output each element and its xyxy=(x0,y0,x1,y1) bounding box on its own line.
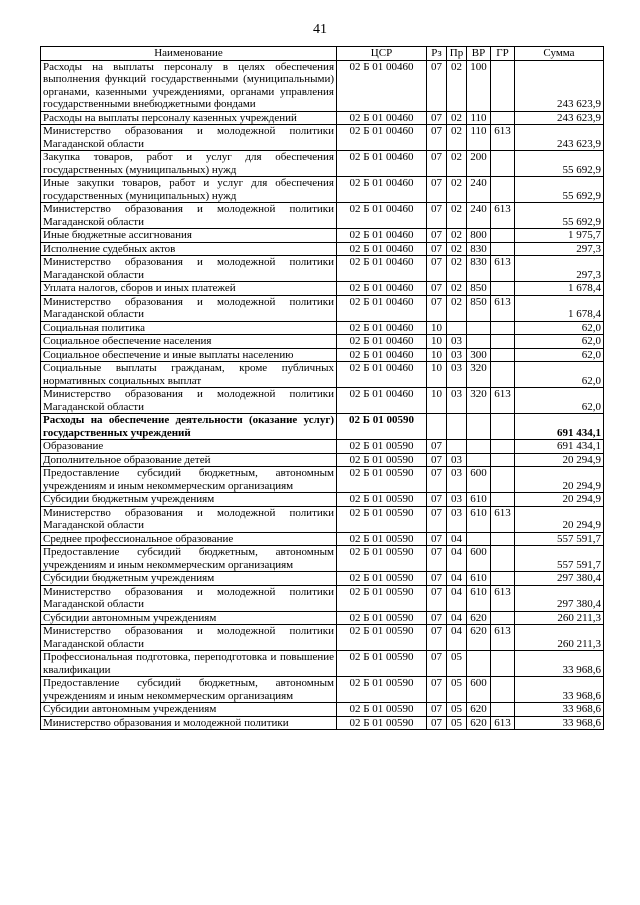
gr-cell xyxy=(491,362,515,388)
rz-cell: 07 xyxy=(427,651,447,677)
sum-cell: 243 623,9 xyxy=(515,60,604,111)
gr-cell: 613 xyxy=(491,125,515,151)
csr-cell: 02 Б 01 00590 xyxy=(337,453,427,467)
pr-cell: 02 xyxy=(447,203,467,229)
gr-cell xyxy=(491,611,515,625)
pr-cell: 03 xyxy=(447,335,467,349)
name-cell: Дополнительное образование детей xyxy=(41,453,337,467)
csr-cell: 02 Б 01 00590 xyxy=(337,532,427,546)
csr-cell: 02 Б 01 00590 xyxy=(337,625,427,651)
vr-cell: 600 xyxy=(467,546,491,572)
csr-cell: 02 Б 01 00460 xyxy=(337,242,427,256)
pr-cell: 05 xyxy=(447,651,467,677)
header-vr: ВР xyxy=(467,47,491,61)
sum-cell: 33 968,6 xyxy=(515,651,604,677)
rz-cell: 07 xyxy=(427,453,447,467)
gr-cell xyxy=(491,335,515,349)
gr-cell xyxy=(491,532,515,546)
pr-cell: 02 xyxy=(447,111,467,125)
vr-cell: 850 xyxy=(467,282,491,296)
csr-cell: 02 Б 01 00590 xyxy=(337,440,427,454)
name-cell: Социальное обеспечение и иные выплаты населению xyxy=(41,348,337,362)
vr-cell: 610 xyxy=(467,506,491,532)
name-cell: Иные бюджетные ассигнования xyxy=(41,229,337,243)
vr-cell xyxy=(467,321,491,335)
table-row xyxy=(41,348,604,362)
table-row xyxy=(41,295,604,321)
sum-cell: 55 692,9 xyxy=(515,177,604,203)
vr-cell xyxy=(467,651,491,677)
name-cell: Министерство образования и молодежной политики Магаданской области xyxy=(41,625,337,651)
budget-table xyxy=(40,46,604,730)
rz-cell: 10 xyxy=(427,335,447,349)
sum-cell: 62,0 xyxy=(515,348,604,362)
pr-cell: 05 xyxy=(447,677,467,703)
pr-cell: 05 xyxy=(447,716,467,730)
pr-cell: 03 xyxy=(447,348,467,362)
gr-cell xyxy=(491,453,515,467)
csr-cell: 02 Б 01 00460 xyxy=(337,177,427,203)
csr-cell: 02 Б 01 00460 xyxy=(337,335,427,349)
rz-cell: 10 xyxy=(427,362,447,388)
rz-cell: 10 xyxy=(427,348,447,362)
sum-cell: 297 380,4 xyxy=(515,572,604,586)
table-row xyxy=(41,60,604,111)
rz-cell: 07 xyxy=(427,203,447,229)
sum-cell: 243 623,9 xyxy=(515,111,604,125)
csr-cell: 02 Б 01 00590 xyxy=(337,585,427,611)
vr-cell: 610 xyxy=(467,585,491,611)
rz-cell: 07 xyxy=(427,177,447,203)
pr-cell: 03 xyxy=(447,388,467,414)
table-row xyxy=(41,677,604,703)
sum-cell: 691 434,1 xyxy=(515,440,604,454)
table-row xyxy=(41,388,604,414)
rz-cell: 07 xyxy=(427,493,447,507)
header-csr: ЦСР xyxy=(337,47,427,61)
csr-cell: 02 Б 01 00460 xyxy=(337,60,427,111)
name-cell: Министерство образования и молодежной политики Магаданской области xyxy=(41,256,337,282)
gr-cell xyxy=(491,321,515,335)
name-cell: Социальная политика xyxy=(41,321,337,335)
gr-cell xyxy=(491,546,515,572)
sum-cell: 55 692,9 xyxy=(515,151,604,177)
gr-cell: 613 xyxy=(491,716,515,730)
csr-cell: 02 Б 01 00590 xyxy=(337,677,427,703)
pr-cell xyxy=(447,440,467,454)
gr-cell: 613 xyxy=(491,388,515,414)
page-number: 41 xyxy=(313,22,327,37)
pr-cell: 04 xyxy=(447,546,467,572)
csr-cell: 02 Б 01 00460 xyxy=(337,348,427,362)
gr-cell xyxy=(491,703,515,717)
table-row xyxy=(41,111,604,125)
vr-cell xyxy=(467,453,491,467)
name-cell: Социальное обеспечение населения xyxy=(41,335,337,349)
table-row xyxy=(41,572,604,586)
vr-cell: 620 xyxy=(467,716,491,730)
csr-cell: 02 Б 01 00460 xyxy=(337,111,427,125)
pr-cell: 04 xyxy=(447,532,467,546)
gr-cell xyxy=(491,111,515,125)
sum-cell: 1 975,7 xyxy=(515,229,604,243)
table-row xyxy=(41,125,604,151)
rz-cell: 07 xyxy=(427,703,447,717)
table-row xyxy=(41,203,604,229)
name-cell: Иные закупки товаров, работ и услуг для обеспечения государственных (муниципальных) нужд xyxy=(41,177,337,203)
rz-cell: 07 xyxy=(427,111,447,125)
pr-cell: 04 xyxy=(447,625,467,651)
name-cell: Закупка товаров, работ и услуг для обеспечения государственных (муниципальных) нужд xyxy=(41,151,337,177)
vr-cell xyxy=(467,414,491,440)
name-cell: Субсидии бюджетным учреждениям xyxy=(41,572,337,586)
vr-cell: 320 xyxy=(467,362,491,388)
table-row xyxy=(41,282,604,296)
table-row xyxy=(41,440,604,454)
pr-cell: 03 xyxy=(447,506,467,532)
rz-cell: 07 xyxy=(427,611,447,625)
vr-cell: 100 xyxy=(467,60,491,111)
gr-cell: 613 xyxy=(491,506,515,532)
header-gr: ГР xyxy=(491,47,515,61)
gr-cell xyxy=(491,677,515,703)
sum-cell: 1 678,4 xyxy=(515,295,604,321)
rz-cell: 07 xyxy=(427,282,447,296)
vr-cell: 300 xyxy=(467,348,491,362)
vr-cell: 110 xyxy=(467,125,491,151)
gr-cell xyxy=(491,242,515,256)
vr-cell xyxy=(467,335,491,349)
pr-cell: 02 xyxy=(447,229,467,243)
csr-cell: 02 Б 01 00590 xyxy=(337,611,427,625)
sum-cell: 20 294,9 xyxy=(515,493,604,507)
sum-cell: 20 294,9 xyxy=(515,506,604,532)
rz-cell: 07 xyxy=(427,546,447,572)
rz-cell: 07 xyxy=(427,677,447,703)
sum-cell: 20 294,9 xyxy=(515,453,604,467)
vr-cell: 620 xyxy=(467,625,491,651)
name-cell: Министерство образования и молодежной политики Магаданской области xyxy=(41,125,337,151)
table-row xyxy=(41,362,604,388)
gr-cell xyxy=(491,467,515,493)
sum-cell: 260 211,3 xyxy=(515,611,604,625)
rz-cell: 07 xyxy=(427,625,447,651)
csr-cell: 02 Б 01 00590 xyxy=(337,651,427,677)
rz-cell: 07 xyxy=(427,242,447,256)
name-cell: Министерство образования и молодежной политики Магаданской области xyxy=(41,388,337,414)
table-row xyxy=(41,177,604,203)
sum-cell: 62,0 xyxy=(515,362,604,388)
name-cell: Предоставление субсидий бюджетным, автономным учреждениям и иным некоммерческим организациям xyxy=(41,467,337,493)
vr-cell xyxy=(467,440,491,454)
csr-cell: 02 Б 01 00590 xyxy=(337,467,427,493)
name-cell: Расходы на выплаты персоналу в целях обеспечения выполнения функций государственными (муниципальными) органами, казенными учреждениями, органами управления государственными внебюджетными фондами xyxy=(41,60,337,111)
gr-cell: 613 xyxy=(491,295,515,321)
name-cell: Расходы на обеспечение деятельности (оказание услуг) государственных учреждений xyxy=(41,414,337,440)
csr-cell: 02 Б 01 00590 xyxy=(337,572,427,586)
gr-cell xyxy=(491,60,515,111)
csr-cell: 02 Б 01 00460 xyxy=(337,388,427,414)
pr-cell: 02 xyxy=(447,151,467,177)
header-rz: Рз xyxy=(427,47,447,61)
csr-cell: 02 Б 01 00460 xyxy=(337,125,427,151)
vr-cell: 200 xyxy=(467,151,491,177)
name-cell: Министерство образования и молодежной политики Магаданской области xyxy=(41,585,337,611)
table-row xyxy=(41,321,604,335)
name-cell: Профессиональная подготовка, переподготовка и повышение квалификации xyxy=(41,651,337,677)
csr-cell: 02 Б 01 00460 xyxy=(337,282,427,296)
gr-cell xyxy=(491,493,515,507)
name-cell: Уплата налогов, сборов и иных платежей xyxy=(41,282,337,296)
table-body xyxy=(41,60,604,730)
vr-cell: 600 xyxy=(467,677,491,703)
rz-cell: 07 xyxy=(427,229,447,243)
name-cell: Субсидии автономным учреждениям xyxy=(41,703,337,717)
gr-cell xyxy=(491,282,515,296)
rz-cell: 07 xyxy=(427,532,447,546)
table-row xyxy=(41,703,604,717)
csr-cell: 02 Б 01 00460 xyxy=(337,256,427,282)
name-cell: Субсидии бюджетным учреждениям xyxy=(41,493,337,507)
sum-cell: 297 380,4 xyxy=(515,585,604,611)
name-cell: Субсидии автономным учреждениям xyxy=(41,611,337,625)
csr-cell: 02 Б 01 00460 xyxy=(337,295,427,321)
table-row xyxy=(41,716,604,730)
name-cell: Предоставление субсидий бюджетным, автономным учреждениям и иным некоммерческим организациям xyxy=(41,677,337,703)
name-cell: Образование xyxy=(41,440,337,454)
pr-cell xyxy=(447,414,467,440)
vr-cell: 620 xyxy=(467,611,491,625)
pr-cell: 04 xyxy=(447,572,467,586)
name-cell: Министерство образования и молодежной политики Магаданской области xyxy=(41,295,337,321)
csr-cell: 02 Б 01 00460 xyxy=(337,151,427,177)
sum-cell: 62,0 xyxy=(515,321,604,335)
sum-cell: 62,0 xyxy=(515,388,604,414)
rz-cell: 10 xyxy=(427,388,447,414)
gr-cell: 613 xyxy=(491,625,515,651)
header-name: Наименование xyxy=(41,47,337,61)
pr-cell: 05 xyxy=(447,703,467,717)
vr-cell xyxy=(467,532,491,546)
table-row xyxy=(41,335,604,349)
pr-cell: 02 xyxy=(447,60,467,111)
budget-table-container xyxy=(40,46,603,730)
table-row xyxy=(41,242,604,256)
sum-cell: 33 968,6 xyxy=(515,677,604,703)
vr-cell: 610 xyxy=(467,493,491,507)
pr-cell xyxy=(447,321,467,335)
name-cell: Министерство образования и молодежной политики Магаданской области xyxy=(41,203,337,229)
rz-cell: 07 xyxy=(427,585,447,611)
sum-cell: 20 294,9 xyxy=(515,467,604,493)
csr-cell: 02 Б 01 00460 xyxy=(337,321,427,335)
csr-cell: 02 Б 01 00460 xyxy=(337,229,427,243)
sum-cell: 557 591,7 xyxy=(515,532,604,546)
sum-cell: 297,3 xyxy=(515,256,604,282)
table-row xyxy=(41,585,604,611)
sum-cell: 260 211,3 xyxy=(515,625,604,651)
sum-cell: 243 623,9 xyxy=(515,125,604,151)
vr-cell: 800 xyxy=(467,229,491,243)
name-cell: Социальные выплаты гражданам, кроме публичных нормативных социальных выплат xyxy=(41,362,337,388)
rz-cell: 07 xyxy=(427,295,447,321)
gr-cell xyxy=(491,177,515,203)
csr-cell: 02 Б 01 00590 xyxy=(337,703,427,717)
sum-cell: 557 591,7 xyxy=(515,546,604,572)
table-row xyxy=(41,467,604,493)
gr-cell xyxy=(491,151,515,177)
vr-cell: 850 xyxy=(467,295,491,321)
csr-cell: 02 Б 01 00590 xyxy=(337,493,427,507)
vr-cell: 830 xyxy=(467,242,491,256)
rz-cell: 07 xyxy=(427,467,447,493)
table-row xyxy=(41,493,604,507)
csr-cell: 02 Б 01 00590 xyxy=(337,506,427,532)
name-cell: Министерство образования и молодежной политики xyxy=(41,716,337,730)
rz-cell: 07 xyxy=(427,506,447,532)
gr-cell xyxy=(491,572,515,586)
vr-cell: 600 xyxy=(467,467,491,493)
gr-cell xyxy=(491,414,515,440)
table-row xyxy=(41,546,604,572)
rz-cell xyxy=(427,414,447,440)
csr-cell: 02 Б 01 00590 xyxy=(337,546,427,572)
sum-cell: 55 692,9 xyxy=(515,203,604,229)
table-row xyxy=(41,611,604,625)
rz-cell: 10 xyxy=(427,321,447,335)
pr-cell: 02 xyxy=(447,125,467,151)
rz-cell: 07 xyxy=(427,151,447,177)
gr-cell xyxy=(491,651,515,677)
table-row xyxy=(41,506,604,532)
rz-cell: 07 xyxy=(427,572,447,586)
pr-cell: 03 xyxy=(447,362,467,388)
pr-cell: 02 xyxy=(447,256,467,282)
sum-cell: 297,3 xyxy=(515,242,604,256)
sum-cell: 691 434,1 xyxy=(515,414,604,440)
pr-cell: 02 xyxy=(447,177,467,203)
pr-cell: 02 xyxy=(447,282,467,296)
rz-cell: 07 xyxy=(427,716,447,730)
gr-cell: 613 xyxy=(491,585,515,611)
gr-cell: 613 xyxy=(491,256,515,282)
vr-cell: 610 xyxy=(467,572,491,586)
table-row xyxy=(41,532,604,546)
table-row xyxy=(41,256,604,282)
name-cell: Исполнение судебных актов xyxy=(41,242,337,256)
table-row xyxy=(41,625,604,651)
rz-cell: 07 xyxy=(427,125,447,151)
sum-cell: 62,0 xyxy=(515,335,604,349)
gr-cell: 613 xyxy=(491,203,515,229)
csr-cell: 02 Б 01 00590 xyxy=(337,414,427,440)
table-row xyxy=(41,651,604,677)
vr-cell: 240 xyxy=(467,177,491,203)
csr-cell: 02 Б 01 00590 xyxy=(337,716,427,730)
rz-cell: 07 xyxy=(427,256,447,282)
pr-cell: 04 xyxy=(447,585,467,611)
table-header-row xyxy=(41,47,604,61)
header-sum: Сумма xyxy=(515,47,604,61)
pr-cell: 03 xyxy=(447,467,467,493)
rz-cell: 07 xyxy=(427,440,447,454)
vr-cell: 620 xyxy=(467,703,491,717)
table-row xyxy=(41,453,604,467)
csr-cell: 02 Б 01 00460 xyxy=(337,203,427,229)
gr-cell xyxy=(491,440,515,454)
vr-cell: 830 xyxy=(467,256,491,282)
sum-cell: 33 968,6 xyxy=(515,716,604,730)
vr-cell: 320 xyxy=(467,388,491,414)
pr-cell: 02 xyxy=(447,295,467,321)
header-pr: Пр xyxy=(447,47,467,61)
table-row xyxy=(41,414,604,440)
name-cell: Среднее профессиональное образование xyxy=(41,532,337,546)
name-cell: Расходы на выплаты персоналу казенных учреждений xyxy=(41,111,337,125)
vr-cell: 240 xyxy=(467,203,491,229)
pr-cell: 03 xyxy=(447,493,467,507)
rz-cell: 07 xyxy=(427,60,447,111)
sum-cell: 33 968,6 xyxy=(515,703,604,717)
pr-cell: 04 xyxy=(447,611,467,625)
table-row xyxy=(41,229,604,243)
sum-cell: 1 678,4 xyxy=(515,282,604,296)
vr-cell: 110 xyxy=(467,111,491,125)
pr-cell: 03 xyxy=(447,453,467,467)
pr-cell: 02 xyxy=(447,242,467,256)
gr-cell xyxy=(491,348,515,362)
csr-cell: 02 Б 01 00460 xyxy=(337,362,427,388)
name-cell: Предоставление субсидий бюджетным, автономным учреждениям и иным некоммерческим организациям xyxy=(41,546,337,572)
table-row xyxy=(41,151,604,177)
gr-cell xyxy=(491,229,515,243)
name-cell: Министерство образования и молодежной политики Магаданской области xyxy=(41,506,337,532)
